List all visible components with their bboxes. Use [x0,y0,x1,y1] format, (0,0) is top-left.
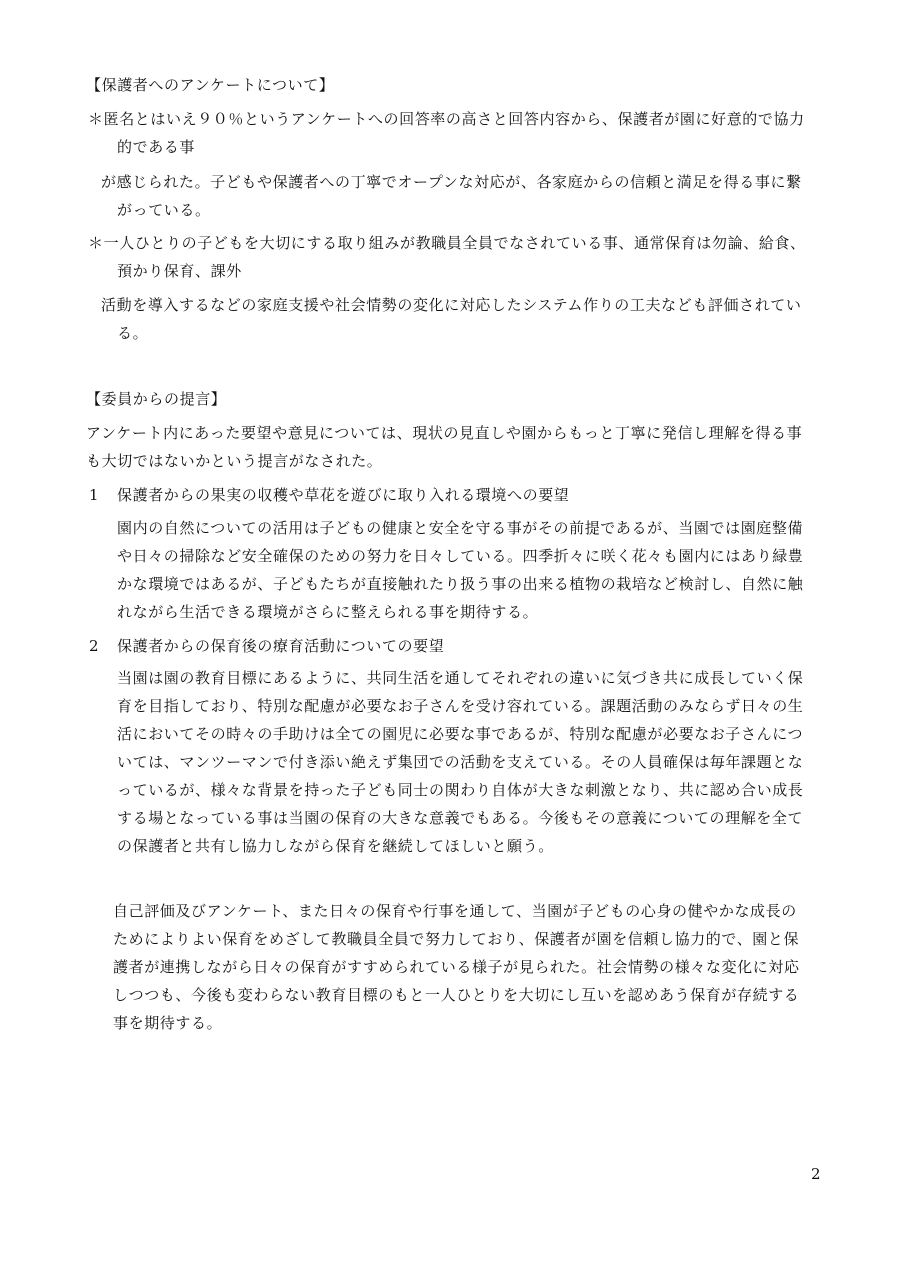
page-number: 2 [811,1165,821,1183]
conclusion-line-2: ためによりよい保育をめざして教職員全員で努力しており、保護者が園を信頼し協力的で、園と保 [113,930,800,948]
survey-item-1-line-1: ＊匿名とはいえ９０％というアンケートへの回答率の高さと回答内容から、保護者が園に好意的で協力 [88,110,805,128]
proposal-2-number: 2 [89,637,100,655]
proposal-2-line-3: 活においてその時々の手助けは全ての園児に必要な事であるが、特別な配慮が必要なお子さんにつ [117,725,804,743]
conclusion-line-5: 事を期待する。 [113,1014,223,1032]
survey-item-2-line-4: る。 [117,324,149,342]
proposal-2-title: 保護者からの保育後の療育活動についての要望 [117,637,445,655]
proposal-1-line-2: や日々の掃除など安全確保のための努力を日々している。四季折々に咲く花々も園内にはあり緑豊 [117,547,804,565]
proposal-2-line-4: いては、マンツーマンで付き添い絶えず集団での活動を支えている。その人員確保は毎年課題とな [117,753,804,771]
proposal-1-line-4: れながら生活できる環境がさらに整えられる事を期待する。 [117,603,539,621]
survey-item-1-line-3: が感じられた。子どもや保護者への丁寧でオープンな対応が、各家庭からの信頼と満足を得る事に繋 [101,173,802,191]
survey-item-1-line-4: がっている。 [117,201,211,219]
conclusion-line-4: しつつも、今後も変わらない教育目標のもと一人ひとりを大切にし互いを認めあう保育が存続する [113,986,800,1004]
proposal-2-line-5: っているが、様々な背景を持った子ども同士の関わり自体が大きな刺激となり、共に認め合い成長 [117,781,804,799]
proposal-2-line-7: の保護者と共有し協力しながら保育を継続してほしいと願う。 [117,837,554,855]
conclusion-line-3: 護者が連携しながら日々の保育がすすめられている様子が見られた。社会情勢の様々な変化に対応 [113,958,800,976]
proposals-intro-line-1: アンケート内にあった要望や意見については、現状の見直しや園からもっと丁寧に発信し理解を得る事 [86,424,803,442]
conclusion-line-1: 自己評価及びアンケート、また日々の保育や行事を通して、当園が子どもの心身の健やかな成長の [113,902,797,920]
proposal-1-title: 保護者からの果実の収穫や草花を遊びに取り入れる環境への要望 [117,486,570,504]
survey-item-2-line-1: ＊一人ひとりの子どもを大切にする取り組みが教職員全員でなされている事、通常保育は勿論、給食、 [88,234,806,252]
section-heading-survey: 【保護者へのアンケートについて】 [86,76,335,94]
survey-item-2-line-3: 活動を導入するなどの家庭支援や社会情勢の変化に対応したシステム作りの工夫なども評価されてい [101,296,802,314]
survey-item-1-line-2: 的である事 [117,138,196,156]
section-heading-proposals: 【委員からの提言】 [86,390,227,408]
proposal-2-line-6: する場となっている事は当園の保育の大きな意義でもある。今後もその意義についての理解を全て [117,809,804,827]
proposal-2-line-2: 育を目指しており、特別な配慮が必要なお子さんを受け容れている。課題活動のみならず日々の生 [117,697,804,715]
proposal-2-line-1: 当園は園の教育目標にあるように、共同生活を通してそれぞれの違いに気づき共に成長していく保 [117,669,804,687]
proposal-1-line-1: 園内の自然についての活用は子どもの健康と安全を守る事がその前提であるが、当園では園庭整備 [117,519,804,537]
survey-item-2-line-2: 預かり保育、課外 [117,262,242,280]
proposal-1-line-3: かな環境ではあるが、子どもたちが直接触れたり扱う事の出来る植物の栽培など検討し、自然に触 [117,575,804,593]
proposal-1-number: 1 [89,486,100,504]
proposals-intro-line-2: も大切ではないかという提言がなされた。 [86,452,383,470]
